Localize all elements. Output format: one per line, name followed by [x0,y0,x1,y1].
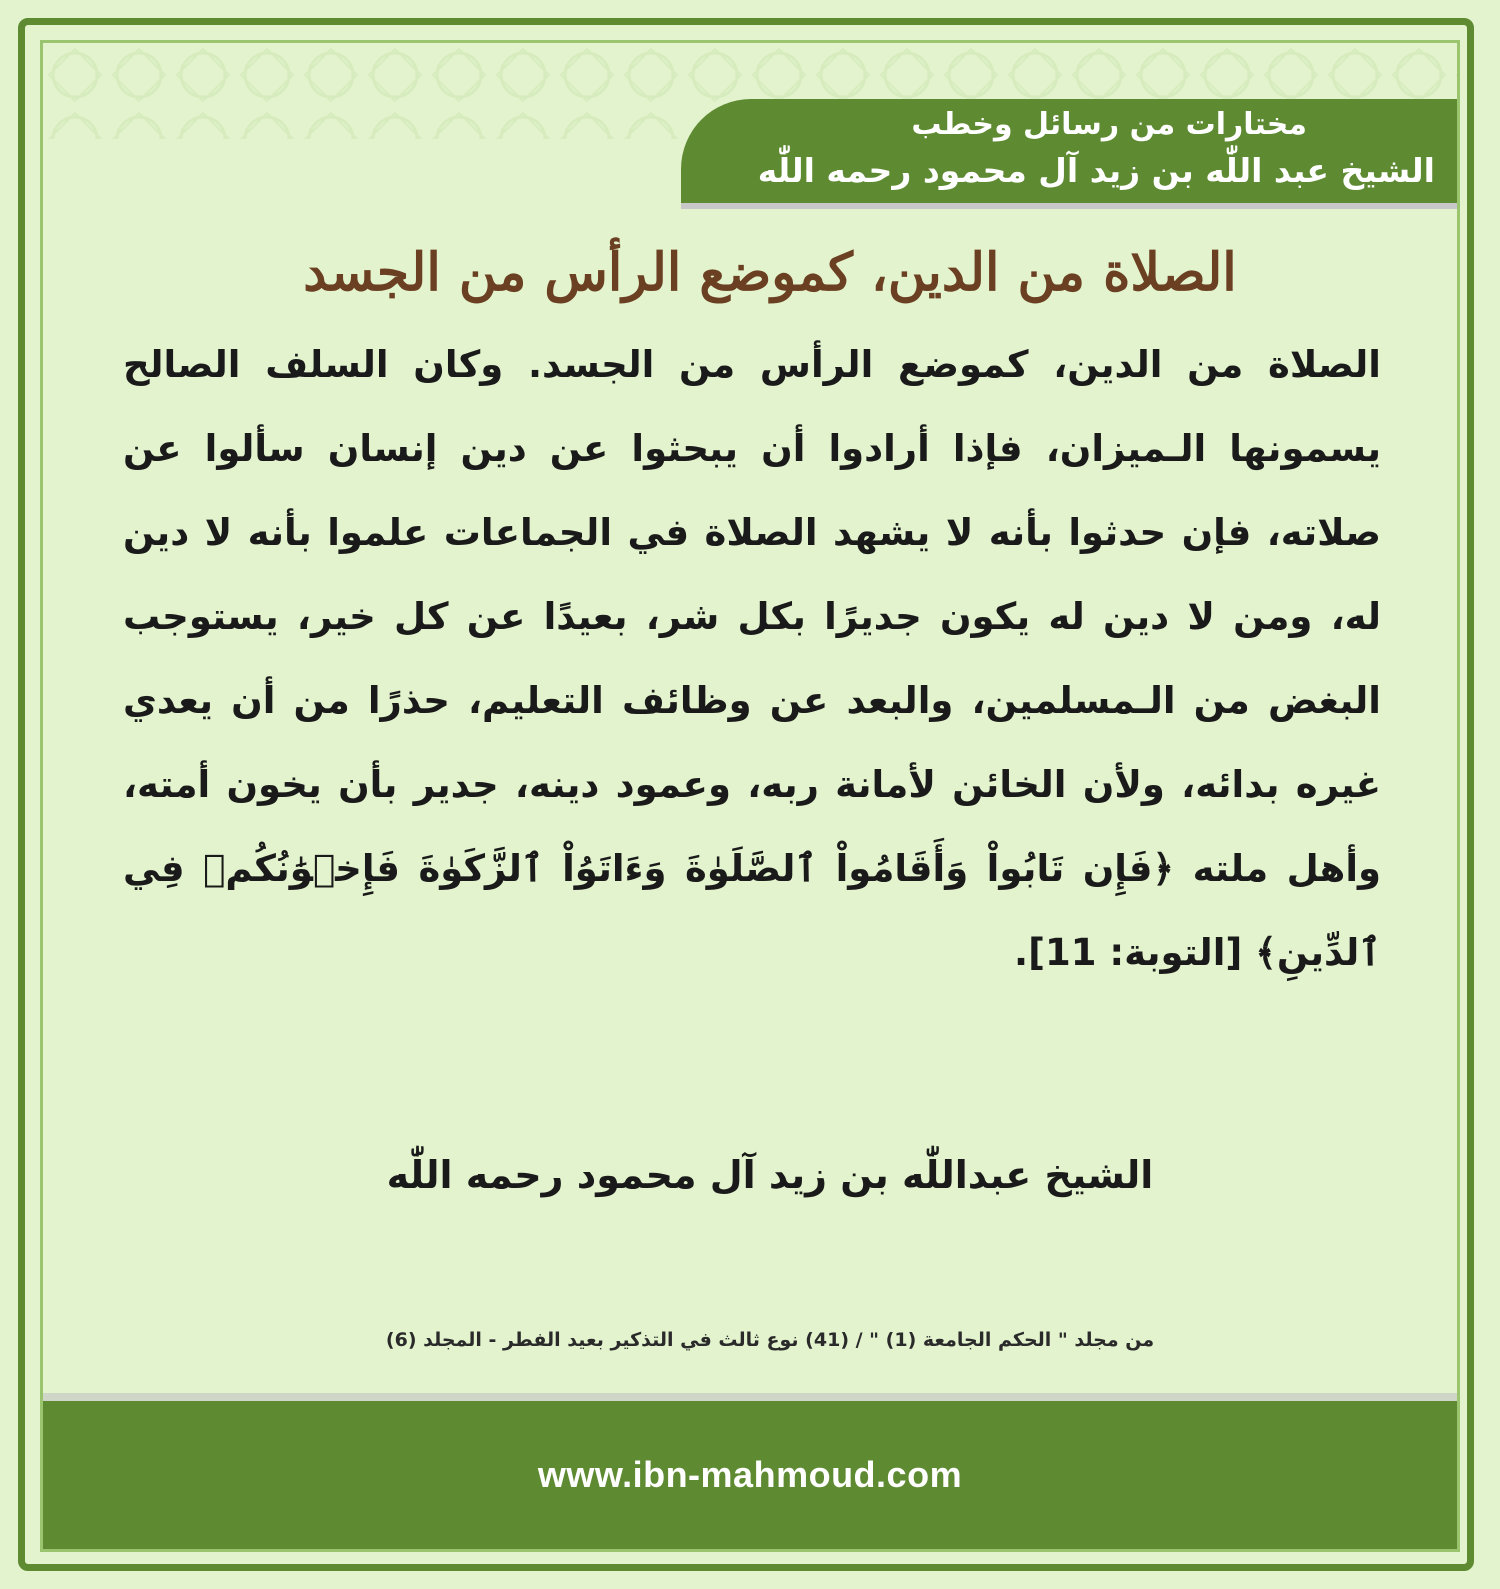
header-series-title: مختارات من رسائل وخطب [911,107,1307,142]
page-title: الصلاة من الدين، كموضع الرأس من الجسد [303,242,1237,303]
header-banner [681,99,1457,203]
header-author-name: الشيخ عبد اللّٰه بن زيد آل محمود رحمه اللّٰه [757,151,1435,190]
source-citation: من مجلد " الحكم الجامعة (1) " / (41) نوع ثالث في التذكير بعيد الفطر - المجلد (6) [385,1329,1155,1351]
footer-bar [43,1393,1457,1549]
card [40,40,1460,1552]
author-signature: الشيخ عبداللّٰه بن زيد آل محمود رحمه اللّٰه [386,1153,1154,1197]
body-paragraph: الصلاة من الدين، كموضع الرأس من الجسد. وكان السلف الصالح يسمونها الـميزان، فإذا أرادوا أن يبحثوا عن دين إنسان سألوا عن صلاته، فإن حدثوا بأنه لا يشهد الصلاة في الجماعات علموا بأنه لا دين له، ومن لا دين له يكون جديرًا بكل شر، بعيدًا عن كل خير، يستوجب البغض من الـمسلمين، والبعد عن وظائف التعليم، حذرًا من أن يعدي غيره بدائه، ولأن الخائن لأمانة ربه، وعمود دينه، جدير بأن يخون أمته، وأهل ملته ﴿فَإِن تَابُواْ وَأَقَامُواْ ٱلصَّلَوٰةَ وَءَاتَوُاْ ٱلزَّكَوٰةَ فَإِخۡوَٰنُكُمۡ فِي ٱلدِّينِ﴾ [التوبة: 11]. [123,343,1381,974]
website-link[interactable]: www.ibn-mahmoud.com [537,1454,963,1495]
